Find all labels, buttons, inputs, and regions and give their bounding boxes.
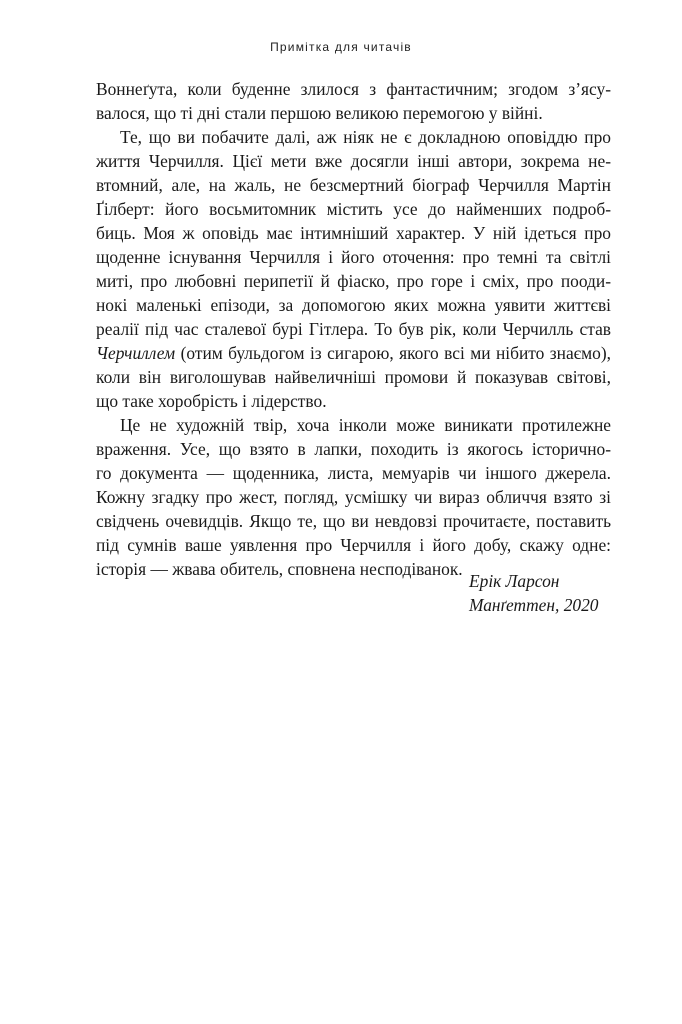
text-line: коли він виголошував найвеличніші промови й показував світові,: [96, 367, 611, 387]
text-line: Кожну згадку про жест, погляд, усмішку чи вираз обличчя взято зі: [96, 487, 611, 507]
paragraph: [96, 125, 611, 413]
text-line: биць. Моя ж оповідь має інтимніший характер. У ній ідеться про: [96, 223, 611, 243]
text-line: враження. Усе, що взято в лапки, походить із якогось історично-: [96, 439, 611, 459]
italic-name: Черчиллем: [96, 343, 176, 363]
signature-place-date: Манґеттен, 2020: [469, 595, 599, 615]
text-line: го документа — щоденника, листа, мемуарів чи іншого джерела.: [96, 463, 611, 483]
paragraph: [96, 413, 611, 581]
text-line: свідчень очевидців. Якщо те, що ви невдовзі прочитаєте, поставить: [96, 511, 611, 531]
text-line: валося, що ті дні стали першою великою перемогою у війні.: [96, 103, 543, 123]
text-line: [96, 341, 611, 365]
text-line: миті, про любовні перипетії й фіаско, про горе і сміх, про пооди-: [96, 271, 611, 291]
text-line: життя Черчилля. Цієї мети вже досягли інші автори, зокрема не-: [96, 151, 611, 171]
text-line: під сумнів ваше уявлення про Черчилля і його добу, скажу одне:: [96, 535, 611, 555]
text-line: Воннеґута, коли буденне злилося з фантастичним; згодом з’ясу-: [96, 79, 611, 99]
running-header: Примітка для читачів: [270, 40, 412, 54]
text-line: втомний, але, на жаль, не безсмертний біограф Черчилля Мартін: [96, 175, 611, 195]
signature-author: Ерік Ларсон: [469, 571, 560, 591]
text-line: історія — жвава обитель, сповнена несподіванок.: [96, 559, 463, 579]
text-line: Це не художній твір, хоча інколи може виникати протилежне: [120, 415, 611, 435]
text-line: нокі маленькі епізоди, за допомогою яких можна уявити життєві: [96, 295, 611, 315]
body-text: [96, 77, 611, 581]
text-line: щоденне існування Черчилля і його оточення: про темні та світлі: [96, 247, 611, 267]
text-fragment: (отим бульдогом із сигарою, якого всі ми нібито знаємо),: [175, 343, 611, 363]
text-line: Ґілберт: його восьмитомник містить усе до найменших подроб-: [96, 199, 611, 219]
text-line: реалії під час сталевої бурі Гітлера. То був рік, коли Черчилль став: [96, 319, 611, 339]
text-line: що таке хоробрість і лідерство.: [96, 391, 327, 411]
text-line: Те, що ви побачите далі, аж ніяк не є докладною оповіддю про: [120, 127, 611, 147]
paragraph: [96, 77, 611, 125]
